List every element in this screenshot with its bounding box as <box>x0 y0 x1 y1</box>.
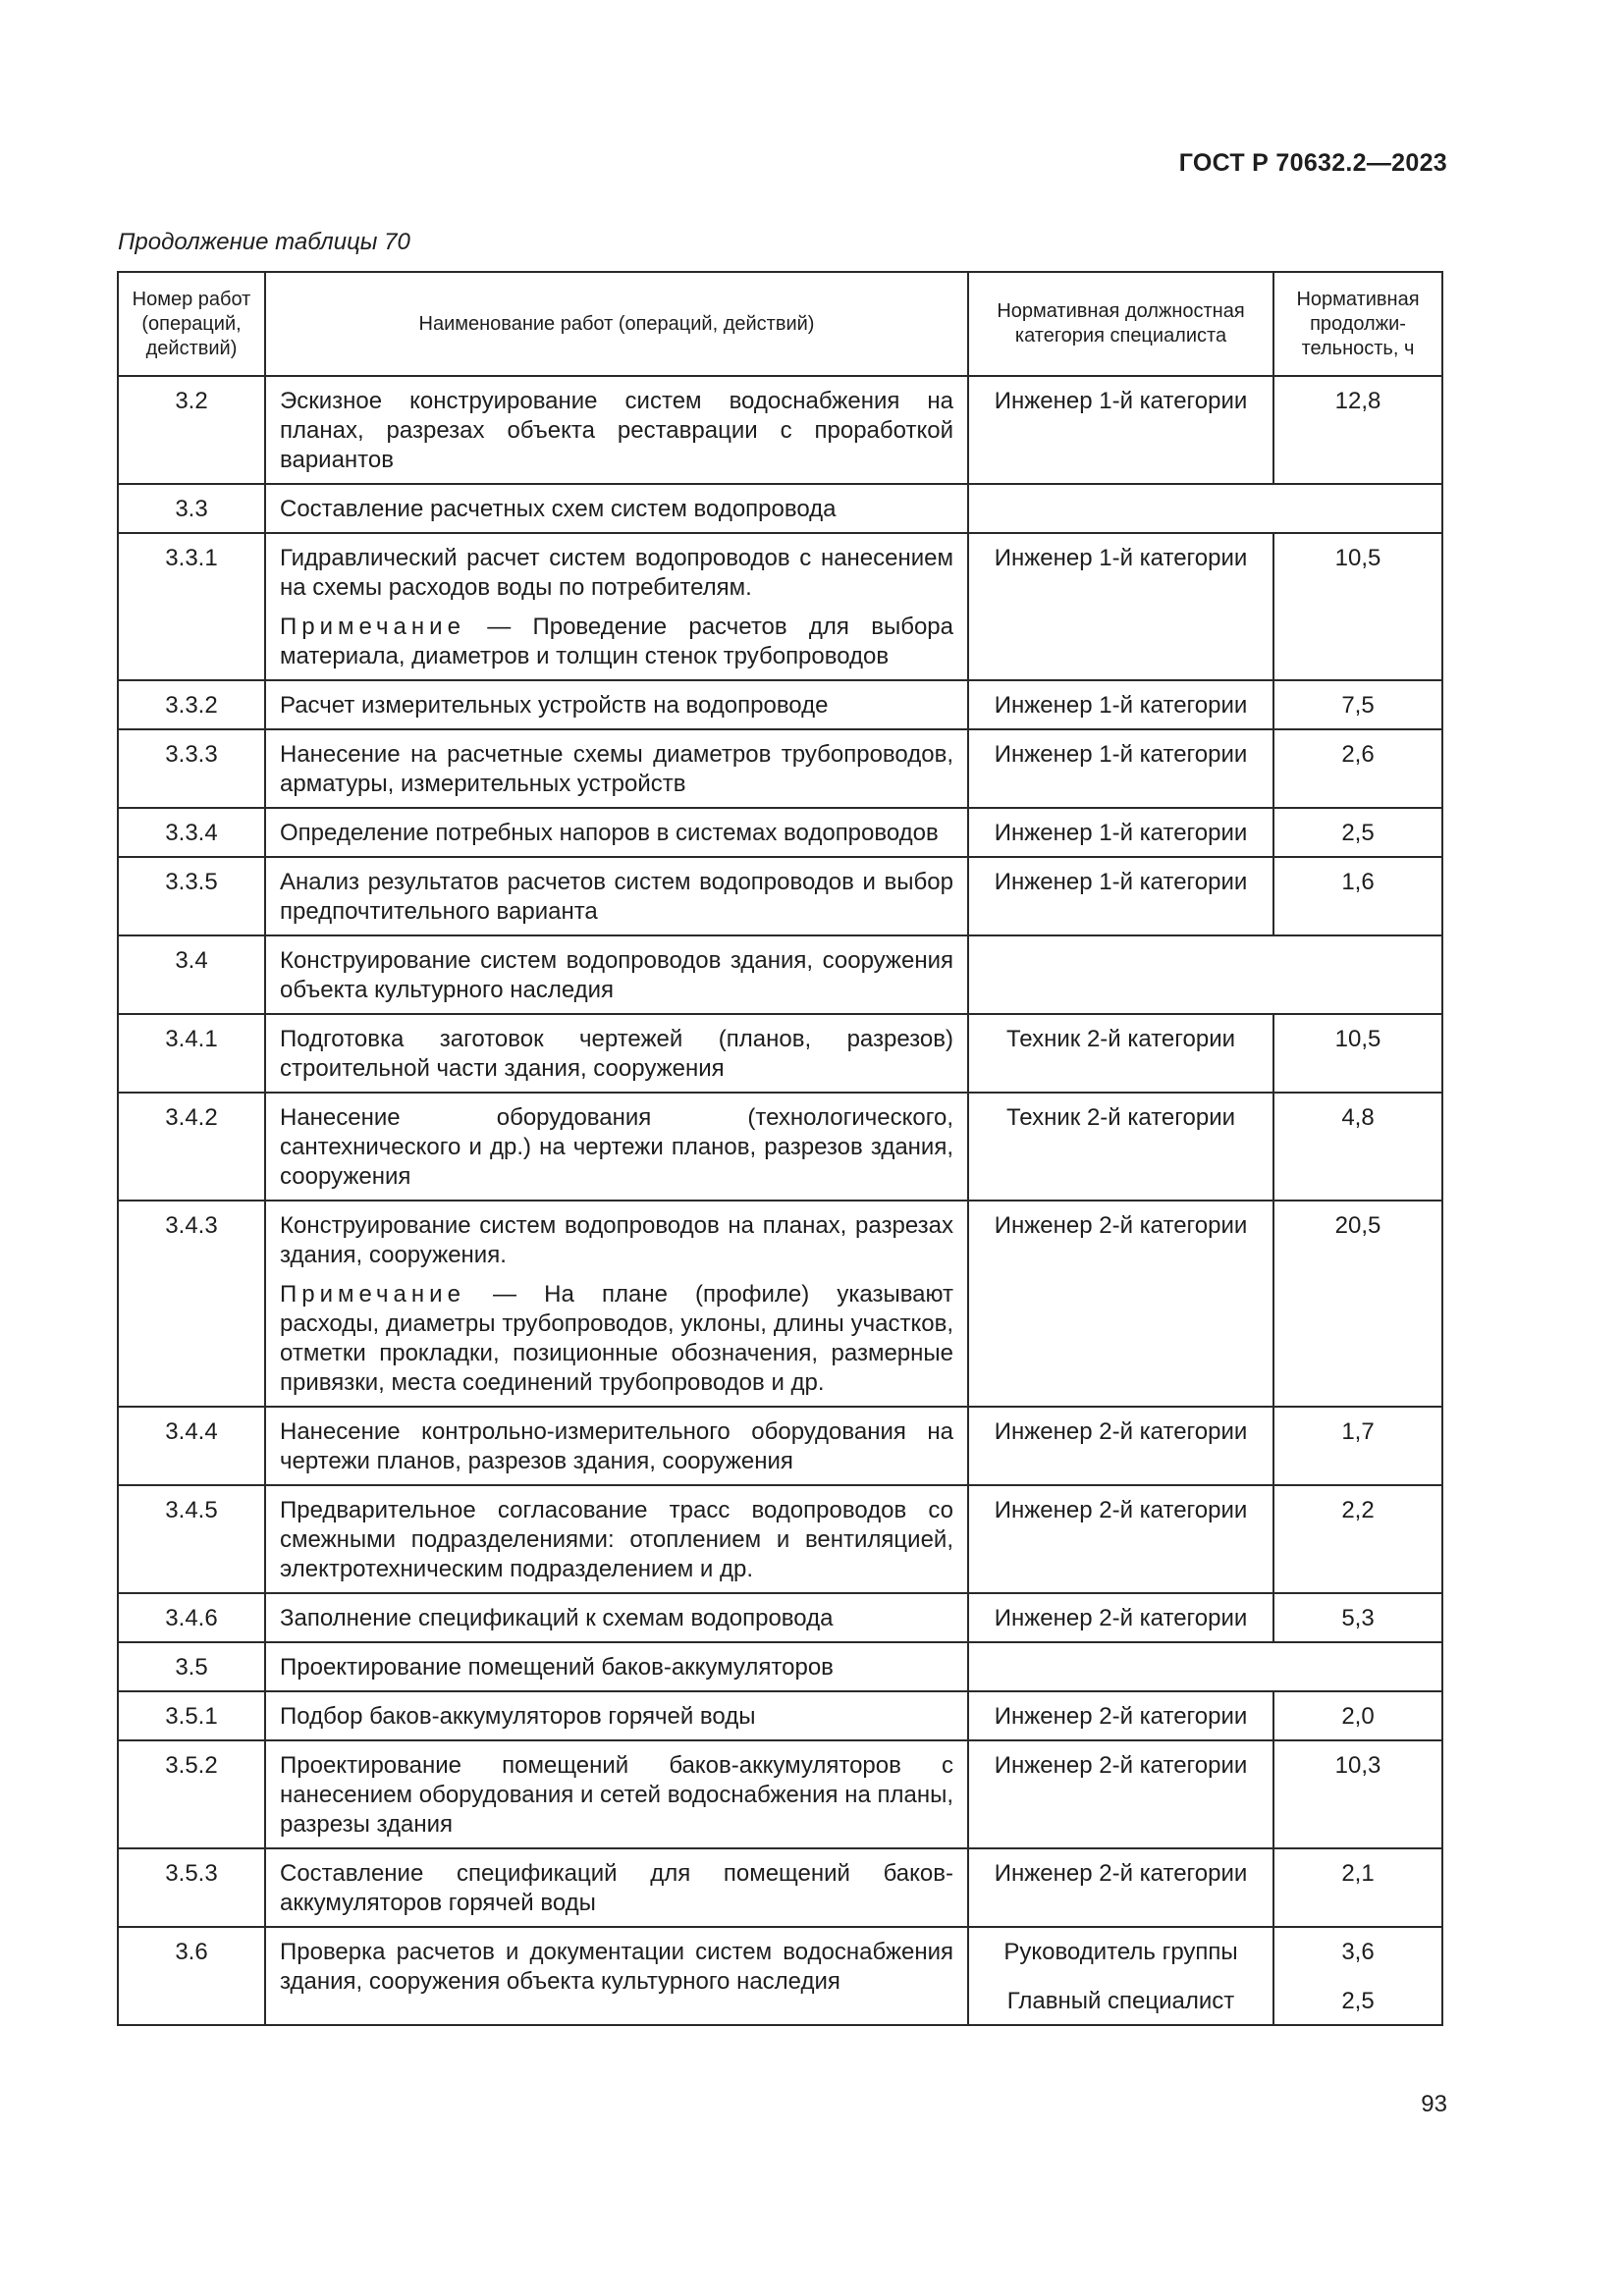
table-row <box>118 680 1442 729</box>
row-work-name <box>265 808 968 857</box>
work-name-text: Составление спецификаций для помещений баков-аккумуляторов горячей воды <box>280 1860 953 1916</box>
row-duration: 10,5 <box>1273 1014 1442 1093</box>
table-row <box>118 1407 1442 1485</box>
row-number: 3.4.5 <box>118 1485 265 1593</box>
row-work-name <box>265 484 968 533</box>
row-category: Инженер 1-й категории <box>968 857 1273 935</box>
row-duration: 10,5 <box>1273 533 1442 680</box>
work-name-text: Расчет измерительных устройств на водопроводе <box>280 692 829 719</box>
row-work-name <box>265 1093 968 1201</box>
row-work-name <box>265 376 968 484</box>
row-category: Инженер 2-й категории <box>968 1407 1273 1485</box>
row-duration <box>1273 1927 1442 2025</box>
row-number: 3.3.2 <box>118 680 265 729</box>
row-duration: 12,8 <box>1273 376 1442 484</box>
work-name-text: Нанесение оборудования (технологического, сантехнического и др.) на чертежи планов, разрезов здания, сооружения <box>280 1104 953 1190</box>
row-work-name <box>265 533 968 680</box>
row-duration: 5,3 <box>1273 1593 1442 1642</box>
row-duration: 2,0 <box>1273 1691 1442 1740</box>
row-number: 3.5.1 <box>118 1691 265 1740</box>
category-value: Руководитель группы <box>1003 1939 1238 1965</box>
row-number: 3.4.4 <box>118 1407 265 1485</box>
row-work-name <box>265 1642 968 1691</box>
document-standard-id: ГОСТ Р 70632.2—2023 <box>1178 149 1447 177</box>
table-header-row <box>118 272 1442 376</box>
table-row <box>118 1642 1442 1691</box>
row-duration: 1,7 <box>1273 1407 1442 1485</box>
column-header-duration: Нормативная продолжи-тельность, ч <box>1273 272 1442 376</box>
work-note <box>280 613 953 671</box>
row-duration: 20,5 <box>1273 1201 1442 1407</box>
table-row <box>118 1927 1442 2025</box>
table-row <box>118 1014 1442 1093</box>
row-number: 3.3.4 <box>118 808 265 857</box>
work-name-text: Заполнение спецификаций к схемам водопровода <box>280 1605 834 1631</box>
row-number: 3.5.3 <box>118 1848 265 1927</box>
row-work-name <box>265 1593 968 1642</box>
row-category: Инженер 2-й категории <box>968 1485 1273 1593</box>
row-category: Инженер 2-й категории <box>968 1691 1273 1740</box>
row-work-name <box>265 1201 968 1407</box>
row-duration: 10,3 <box>1273 1740 1442 1848</box>
row-duration: 4,8 <box>1273 1093 1442 1201</box>
work-note <box>280 1280 953 1398</box>
page-number: 93 <box>1421 2091 1447 2117</box>
table-row <box>118 1691 1442 1740</box>
note-label: Примечание <box>280 614 465 640</box>
work-name-text: Определение потребных напоров в системах водопроводов <box>280 820 939 846</box>
row-number: 3.6 <box>118 1927 265 2025</box>
row-duration: 2,6 <box>1273 729 1442 808</box>
work-name-text: Эскизное конструирование систем водоснабжения на планах, разрезах объекта реставрации с проработкой вариантов <box>280 388 953 473</box>
table-row <box>118 935 1442 1014</box>
table-row <box>118 1740 1442 1848</box>
row-category: Инженер 1-й категории <box>968 533 1273 680</box>
row-duration: 2,1 <box>1273 1848 1442 1927</box>
row-number: 3.3 <box>118 484 265 533</box>
row-number: 3.2 <box>118 376 265 484</box>
row-work-name <box>265 1014 968 1093</box>
note-text: — На плане (профиле) указывают расходы, диаметры трубопроводов, уклоны, длины участков, отметки прокладки, позиционные обозначения, размерные привязки, места соединений трубопроводов и др. <box>280 1281 953 1396</box>
work-name-text: Проектирование помещений баков-аккумуляторов <box>280 1654 834 1681</box>
row-number: 3.4.6 <box>118 1593 265 1642</box>
row-category: Инженер 2-й категории <box>968 1201 1273 1407</box>
table-row <box>118 857 1442 935</box>
row-work-name <box>265 857 968 935</box>
row-category: Техник 2-й категории <box>968 1014 1273 1093</box>
row-work-name <box>265 1485 968 1593</box>
row-work-name <box>265 1691 968 1740</box>
duration-value: 3,6 <box>1341 1939 1375 1965</box>
work-name-text: Гидравлический расчет систем водопроводов с нанесением на схемы расходов воды по потребителям. <box>280 545 953 601</box>
table-row <box>118 484 1442 533</box>
row-number: 3.5 <box>118 1642 265 1691</box>
row-category: Инженер 1-й категории <box>968 376 1273 484</box>
work-norms-table <box>117 271 1443 2026</box>
category-value: Главный специалист <box>1006 1988 1235 2014</box>
row-work-name <box>265 1740 968 1848</box>
table-caption: Продолжение таблицы 70 <box>118 229 410 255</box>
row-category: Инженер 2-й категории <box>968 1848 1273 1927</box>
duration-value: 2,5 <box>1341 1988 1375 2014</box>
table-body <box>118 376 1442 2025</box>
table-row <box>118 533 1442 680</box>
row-number: 3.3.1 <box>118 533 265 680</box>
row-empty-cell <box>968 1642 1442 1691</box>
row-category: Инженер 1-й категории <box>968 680 1273 729</box>
row-number: 3.3.3 <box>118 729 265 808</box>
note-label: Примечание <box>280 1281 465 1308</box>
row-number: 3.4.2 <box>118 1093 265 1201</box>
note-text: — Проведение расчетов для выбора материала, диаметров и толщин стенок трубопроводов <box>280 614 953 669</box>
work-name-text: Составление расчетных схем систем водопровода <box>280 496 837 522</box>
row-work-name <box>265 935 968 1014</box>
table-row <box>118 1485 1442 1593</box>
row-number: 3.3.5 <box>118 857 265 935</box>
row-category <box>968 1927 1273 2025</box>
row-work-name <box>265 1407 968 1485</box>
row-category: Инженер 2-й категории <box>968 1740 1273 1848</box>
work-name-text: Конструирование систем водопроводов на планах, разрезах здания, сооружения. <box>280 1212 953 1268</box>
table-row <box>118 376 1442 484</box>
work-name-text: Предварительное согласование трасс водопроводов со смежными подразделениями: отоплением и вентиляцией, электротехническим подразделением и др. <box>280 1497 953 1582</box>
row-number: 3.4.3 <box>118 1201 265 1407</box>
row-number: 3.4 <box>118 935 265 1014</box>
row-number: 3.4.1 <box>118 1014 265 1093</box>
table-row <box>118 1848 1442 1927</box>
table-row <box>118 1201 1442 1407</box>
row-duration: 7,5 <box>1273 680 1442 729</box>
row-category: Техник 2-й категории <box>968 1093 1273 1201</box>
column-header-number: Номер работ (операций, действий) <box>118 272 265 376</box>
table-row <box>118 1093 1442 1201</box>
work-name-text: Подготовка заготовок чертежей (планов, разрезов) строительной части здания, сооружения <box>280 1026 953 1082</box>
work-name-text: Нанесение на расчетные схемы диаметров трубопроводов, арматуры, измерительных устройств <box>280 741 953 797</box>
row-empty-cell <box>968 935 1442 1014</box>
work-name-text: Проверка расчетов и документации систем водоснабжения здания, сооружения объекта культурного наследия <box>280 1939 953 1995</box>
work-name-text: Проектирование помещений баков-аккумуляторов с нанесением оборудования и сетей водоснабжения на планы, разрезы здания <box>280 1752 953 1838</box>
work-name-text: Нанесение контрольно-измерительного оборудования на чертежи планов, разрезов здания, сооружения <box>280 1418 953 1474</box>
row-category: Инженер 1-й категории <box>968 729 1273 808</box>
row-work-name <box>265 729 968 808</box>
row-category: Инженер 1-й категории <box>968 808 1273 857</box>
row-number: 3.5.2 <box>118 1740 265 1848</box>
row-duration: 2,2 <box>1273 1485 1442 1593</box>
table-row <box>118 729 1442 808</box>
work-name-text: Подбор баков-аккумуляторов горячей воды <box>280 1703 756 1730</box>
table-row <box>118 1593 1442 1642</box>
work-name-text: Анализ результатов расчетов систем водопроводов и выбор предпочтительного варианта <box>280 869 953 925</box>
table-row <box>118 808 1442 857</box>
row-empty-cell <box>968 484 1442 533</box>
row-category: Инженер 2-й категории <box>968 1593 1273 1642</box>
row-duration: 2,5 <box>1273 808 1442 857</box>
row-work-name <box>265 1927 968 2025</box>
row-work-name <box>265 1848 968 1927</box>
work-name-text: Конструирование систем водопроводов здания, сооружения объекта культурного наследия <box>280 947 953 1003</box>
column-header-name: Наименование работ (операций, действий) <box>265 272 968 376</box>
row-duration: 1,6 <box>1273 857 1442 935</box>
row-work-name <box>265 680 968 729</box>
column-header-category: Нормативная должностная категория специалиста <box>968 272 1273 376</box>
